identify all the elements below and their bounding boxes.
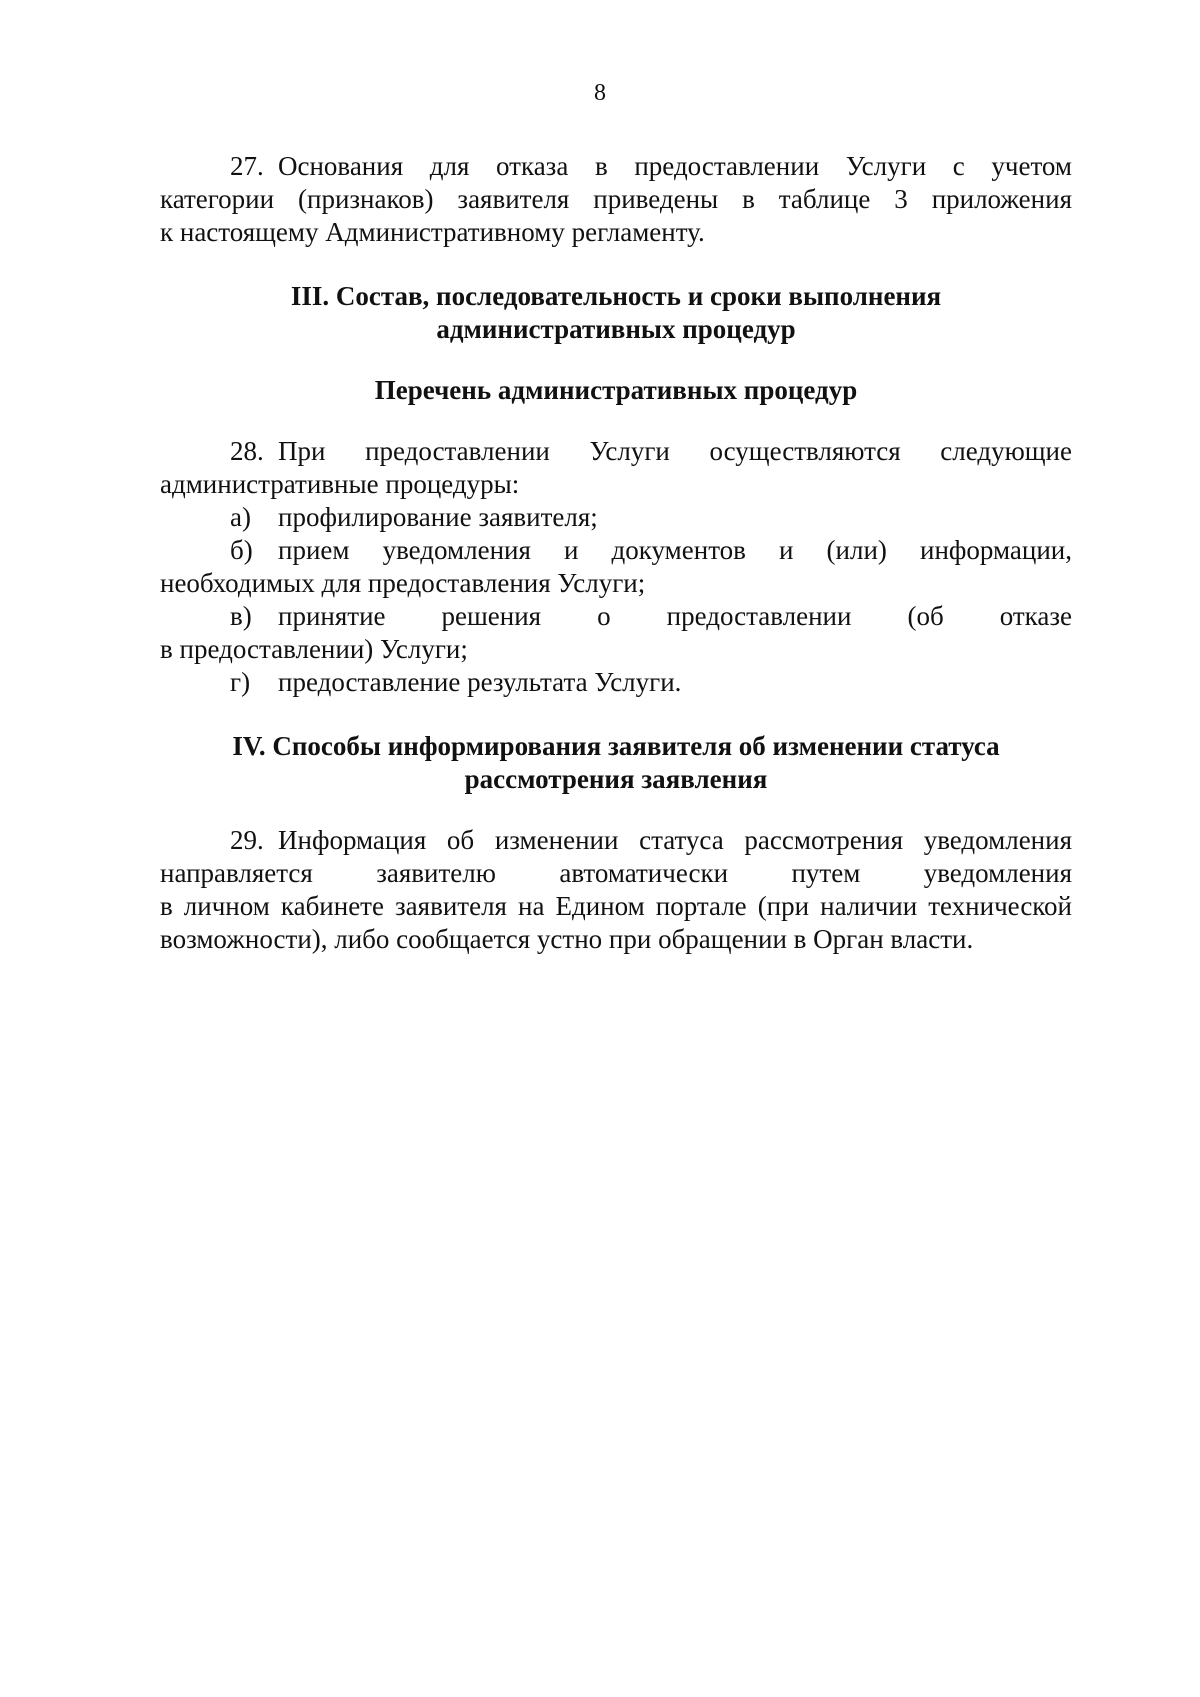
list-item: в) принятие решения о предоставлении (об отказе bbox=[230, 601, 1072, 631]
paragraph-27-line-3: к настоящему Административному регламенту. bbox=[160, 217, 705, 247]
list-letter: а) bbox=[230, 502, 251, 532]
list-item-continuation: необходимых для предоставления Услуги; bbox=[160, 568, 646, 598]
section-4-title-line-1: IV. Способы информирования заявителя об изменении статуса bbox=[232, 731, 1000, 761]
paragraph-29-line-4: возможности), либо сообщается устно при обращении в Орган власти. bbox=[160, 924, 974, 954]
list-letter: в) bbox=[230, 601, 252, 631]
list-item: а) профилирование заявителя; bbox=[230, 502, 598, 532]
section-3-subheading bbox=[160, 374, 1072, 407]
paragraph-27-line-2: категории (признаков) заявителя приведены в таблице 3 приложения bbox=[160, 184, 1072, 214]
paragraph-28-line-2: административные процедуры: bbox=[160, 469, 520, 499]
paragraph-28-line-1: 28. При предоставлении Услуги осуществляются следующие bbox=[230, 436, 1072, 466]
paragraph-number: 29. bbox=[230, 825, 264, 855]
paragraph-29-line-2: направляется заявителю автоматически путем уведомления bbox=[160, 858, 1072, 888]
section-4-title-line-2: рассмотрения заявления bbox=[464, 764, 768, 794]
paragraph-27-line-1: 27. Основания для отказа в предоставлении Услуги с учетом bbox=[230, 151, 1072, 181]
page-number: 8 bbox=[594, 80, 606, 106]
paragraph-number: 28. bbox=[230, 436, 264, 466]
paragraph-28 bbox=[160, 435, 1072, 699]
section-3-heading bbox=[160, 280, 1072, 346]
paragraph-27 bbox=[160, 150, 1072, 249]
paragraph-29 bbox=[160, 824, 1072, 956]
list-letter: б) bbox=[230, 535, 253, 565]
paragraph-number: 27. bbox=[230, 151, 264, 181]
list-letter: г) bbox=[230, 667, 251, 697]
list-item: б) прием уведомления и документов и (или) информации, bbox=[230, 535, 1072, 565]
list-item: г) предоставление результата Услуги. bbox=[230, 667, 682, 697]
paragraph-29-line-1: 29. Информация об изменении статуса рассмотрения уведомления bbox=[230, 825, 1072, 855]
section-3-title-line-2: административных процедур bbox=[436, 314, 796, 344]
list-item-continuation: в предоставлении) Услуги; bbox=[160, 634, 468, 664]
section-3-title-line-1: III. Состав, последовательность и сроки выполнения bbox=[290, 281, 942, 311]
document-body bbox=[160, 150, 1072, 956]
paragraph-29-line-3: в личном кабинете заявителя на Едином портале (при наличии технической bbox=[160, 891, 1072, 921]
section-4-heading bbox=[160, 730, 1072, 796]
section-3-subtitle: Перечень административных процедур bbox=[374, 375, 858, 405]
